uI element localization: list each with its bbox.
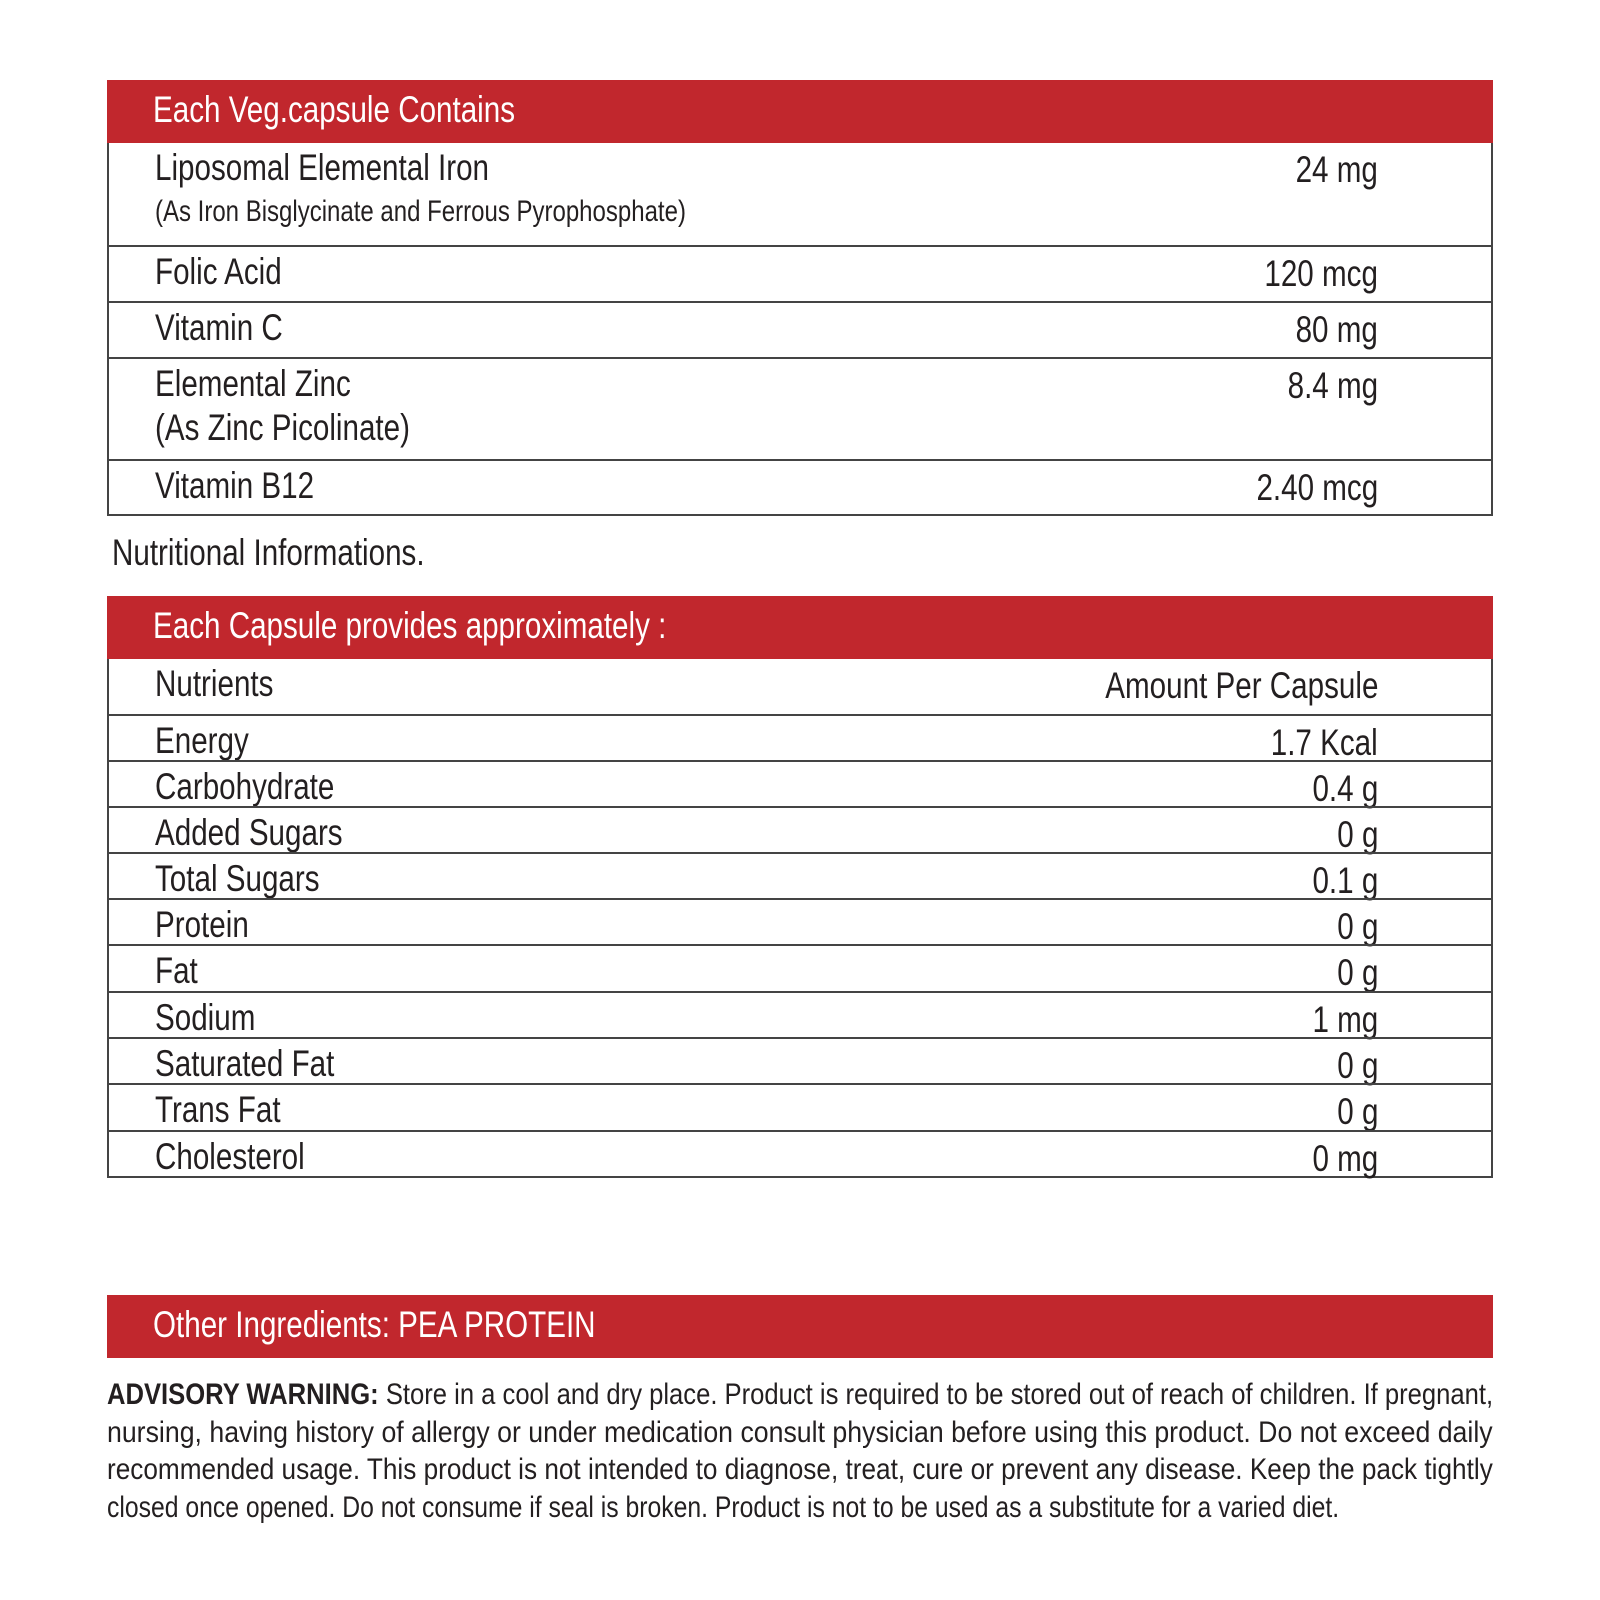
nutrient-name: Cholesterol bbox=[155, 1136, 305, 1177]
warning-text: Store in a cool and dry place. Product is required to be stored out of reach of children. If pregnant, bbox=[378, 1378, 1494, 1411]
nutrient-value: 0 g bbox=[1336, 952, 1378, 993]
composition-table bbox=[107, 143, 1493, 516]
ingredient-value: 8.4 mg bbox=[1287, 365, 1378, 406]
nutrient-name: Fat bbox=[155, 950, 198, 991]
ingredient-sub: (As Iron Bisglycinate and Ferrous Pyrophosphate) bbox=[155, 195, 686, 228]
ingredient-value: 2.40 mcg bbox=[1256, 467, 1378, 508]
nutrition-column-header-row bbox=[109, 659, 1491, 714]
nutrient-name: Saturated Fat bbox=[155, 1043, 335, 1084]
warning-line bbox=[107, 1376, 1494, 1414]
composition-row bbox=[109, 143, 1491, 245]
nutrition-title: Nutritional Informations. bbox=[112, 532, 425, 573]
column-header-nutrients: Nutrients bbox=[155, 663, 274, 704]
composition-row bbox=[109, 459, 1491, 514]
ingredient-sub: (As Zinc Picolinate) bbox=[155, 407, 410, 448]
nutrient-name: Sodium bbox=[155, 997, 256, 1038]
nutrition-row bbox=[109, 898, 1491, 947]
ingredient-value: 120 mcg bbox=[1264, 253, 1378, 294]
nutrition-row bbox=[109, 944, 1491, 991]
nutrient-value: 0.1 g bbox=[1312, 860, 1378, 901]
ingredient-name: Liposomal Elemental Iron bbox=[155, 147, 489, 188]
nutrient-value: 1 mg bbox=[1312, 999, 1378, 1040]
nutrition-row bbox=[109, 852, 1491, 901]
nutrition-row bbox=[109, 806, 1491, 855]
nutrient-value: 0 g bbox=[1336, 814, 1378, 855]
nutrient-value: 0.4 g bbox=[1312, 768, 1378, 809]
other-ingredients-text: Other Ingredients: PEA PROTEIN bbox=[153, 1304, 596, 1345]
ingredient-name: Vitamin C bbox=[155, 307, 283, 348]
nutrient-value: 0 g bbox=[1336, 906, 1378, 947]
ingredient-value: 24 mg bbox=[1295, 149, 1378, 190]
nutrient-value: 0 g bbox=[1336, 1045, 1378, 1086]
warning-text: recommended usage. This product is not intended to diagnose, treat, cure or prevent any disease. Keep the pack tightly bbox=[107, 1453, 1493, 1486]
nutrition-table bbox=[107, 659, 1493, 1178]
advisory-warning bbox=[107, 1376, 1493, 1526]
composition-header-text: Each Veg.capsule Contains bbox=[153, 89, 516, 130]
ingredient-value: 80 mg bbox=[1295, 309, 1378, 350]
nutrition-header bbox=[107, 596, 1493, 659]
ingredient-name: Vitamin B12 bbox=[155, 465, 315, 506]
warning-line bbox=[107, 1451, 1493, 1489]
warning-line bbox=[107, 1489, 1340, 1527]
nutrient-value: 0 g bbox=[1336, 1091, 1378, 1132]
nutrient-name: Trans Fat bbox=[155, 1089, 281, 1130]
composition-row bbox=[109, 245, 1491, 301]
ingredient-name: Elemental Zinc bbox=[155, 363, 351, 404]
nutrition-header-text: Each Capsule provides approximately : bbox=[153, 605, 667, 646]
nutrition-row bbox=[109, 1037, 1491, 1086]
column-header-amount: Amount Per Capsule bbox=[1104, 665, 1378, 706]
nutrition-row bbox=[109, 714, 1491, 763]
nutrition-row bbox=[109, 1130, 1491, 1179]
nutrient-value: 1.7 Kcal bbox=[1271, 722, 1378, 763]
composition-row bbox=[109, 301, 1491, 357]
composition-header bbox=[107, 80, 1493, 143]
nutrient-name: Carbohydrate bbox=[155, 766, 335, 807]
warning-text: closed once opened. Do not consume if seal is broken. Product is not to be used as a substitute for a varied diet. bbox=[107, 1490, 1340, 1524]
ingredient-name: Folic Acid bbox=[155, 251, 282, 292]
other-ingredients-bar bbox=[107, 1295, 1493, 1358]
nutrient-value: 0 mg bbox=[1312, 1138, 1378, 1179]
warning-text: nursing, having history of allergy or under medication consult physician before using this product. Do not exceed daily bbox=[107, 1415, 1493, 1449]
warning-label: ADVISORY WARNING: bbox=[107, 1378, 379, 1411]
nutrient-name: Total Sugars bbox=[155, 858, 320, 899]
nutrient-name: Added Sugars bbox=[155, 812, 343, 853]
warning-line bbox=[107, 1414, 1493, 1452]
nutrient-name: Energy bbox=[155, 720, 249, 761]
nutrition-row bbox=[109, 991, 1491, 1040]
nutrient-name: Protein bbox=[155, 904, 249, 945]
nutrition-row bbox=[109, 1083, 1491, 1130]
composition-row bbox=[109, 357, 1491, 459]
nutrition-row bbox=[109, 760, 1491, 809]
